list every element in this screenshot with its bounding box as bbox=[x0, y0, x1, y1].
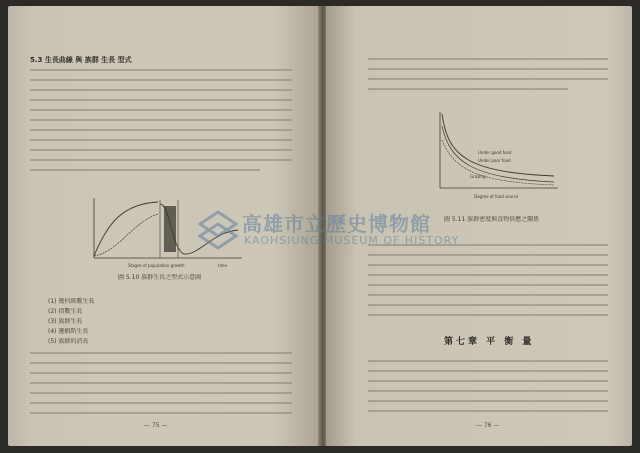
figure-label: Stages of population growth bbox=[128, 263, 185, 268]
text-line bbox=[30, 109, 292, 111]
text-line bbox=[368, 264, 608, 266]
text-line bbox=[30, 372, 292, 374]
text-line bbox=[368, 284, 608, 286]
text-line bbox=[30, 79, 292, 81]
text-line bbox=[368, 400, 608, 402]
text-line bbox=[368, 58, 608, 60]
museum-logo-icon bbox=[198, 210, 238, 250]
text-line bbox=[368, 304, 608, 306]
text-line bbox=[368, 78, 608, 80]
chapter-title: 第七章 平 衡 量 bbox=[444, 337, 535, 347]
list-item: (3) 族群生長 bbox=[48, 318, 83, 325]
legend-item: Grazing bbox=[470, 174, 486, 179]
text-line bbox=[30, 129, 292, 131]
legend-item: Under poor food bbox=[478, 158, 511, 163]
text-line bbox=[30, 352, 292, 354]
figure-caption: 圖 5.10 族群生長之型式示意圖 bbox=[118, 274, 202, 281]
text-line bbox=[368, 410, 608, 412]
text-line bbox=[30, 169, 260, 171]
text-line bbox=[30, 402, 292, 404]
text-line bbox=[30, 89, 292, 91]
text-line bbox=[368, 294, 608, 296]
list-item: (5) 族群的消長 bbox=[48, 338, 89, 345]
list-item: (1) 幾何級數生長 bbox=[48, 298, 95, 305]
page-number: — 75 — bbox=[144, 422, 168, 429]
watermark-name-en: KAOHSIUNG MUSEUM OF HISTORY bbox=[244, 234, 460, 247]
text-line bbox=[30, 382, 292, 384]
text-line bbox=[30, 149, 292, 151]
text-line bbox=[368, 360, 608, 362]
text-line bbox=[30, 139, 292, 141]
figure-xlabel: Degree of food source bbox=[474, 194, 519, 199]
figure-axis-label: time bbox=[218, 263, 228, 268]
text-line bbox=[368, 380, 608, 382]
text-line bbox=[368, 274, 608, 276]
text-line bbox=[30, 159, 292, 161]
density-figure bbox=[426, 106, 566, 204]
book-spread bbox=[8, 6, 632, 446]
text-line bbox=[30, 69, 292, 71]
legend-item: Under good food bbox=[478, 150, 512, 155]
watermark-name-cn: 高雄市立歷史博物館 bbox=[242, 212, 431, 236]
text-line bbox=[30, 362, 292, 364]
text-line bbox=[30, 392, 292, 394]
text-line bbox=[368, 88, 568, 90]
text-line bbox=[30, 99, 292, 101]
section-heading: 5.3 生長曲線 與 族群 生長 型式 bbox=[30, 56, 132, 64]
text-line bbox=[368, 68, 608, 70]
list-item: (2) 指數生長 bbox=[48, 308, 83, 315]
text-line bbox=[368, 314, 608, 316]
figure-caption: 圖 5.11 族群密度與食物供應之關係 bbox=[444, 216, 540, 223]
text-line bbox=[368, 390, 608, 392]
museum-watermark bbox=[198, 204, 468, 256]
page-number: — 76 — bbox=[476, 422, 500, 429]
text-line bbox=[368, 370, 608, 372]
list-item: (4) 邏輯斯生長 bbox=[48, 328, 89, 335]
text-line bbox=[30, 119, 292, 121]
text-line bbox=[30, 412, 292, 414]
